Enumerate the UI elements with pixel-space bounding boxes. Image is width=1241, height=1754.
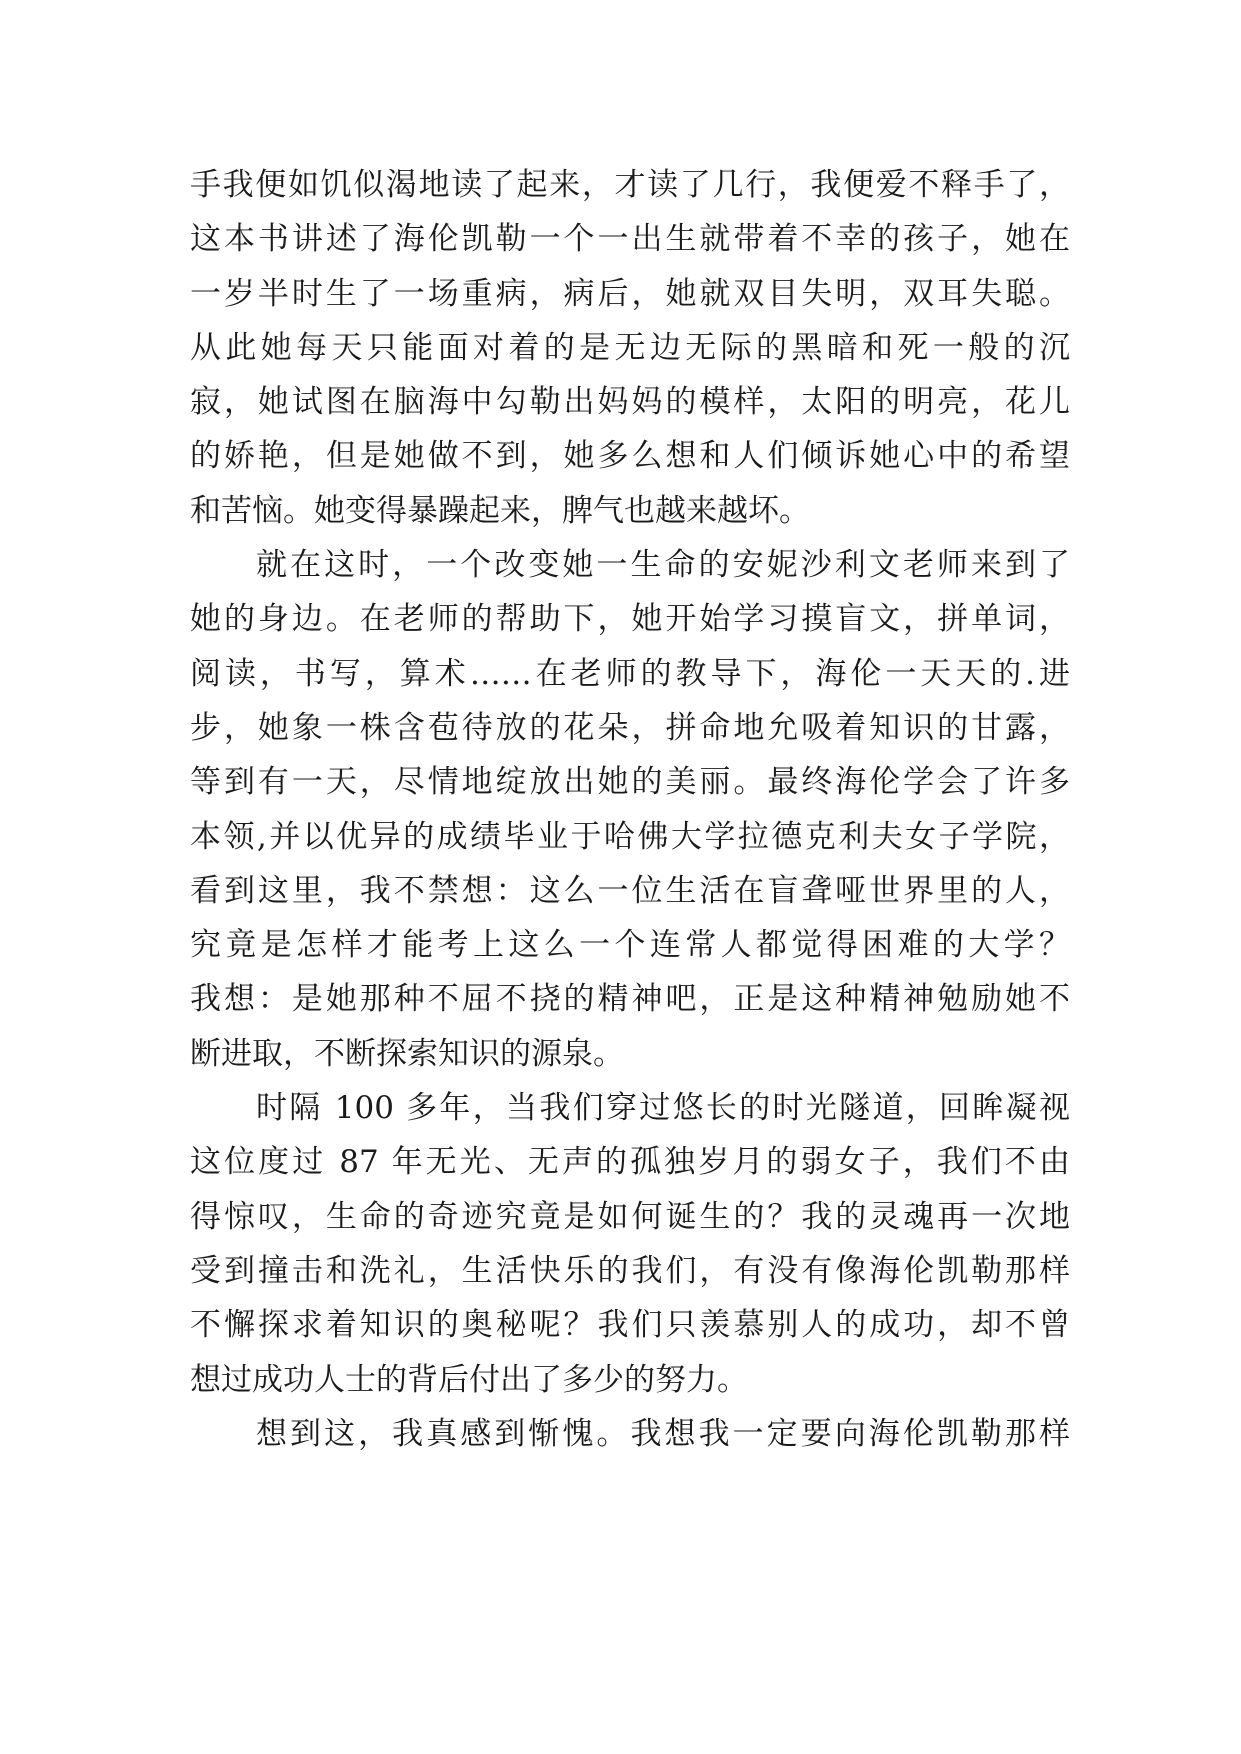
text-line: 步，她象一株含苞待放的花朵，拼命地允吸着知识的甘露，	[190, 709, 1070, 746]
text-line: 不懈探求着知识的奥秘呢？我们只羡慕别人的成功，却不曾	[190, 1307, 1070, 1344]
text-line: 和苦恼。她变得暴躁起来，脾气也越来越坏。	[190, 492, 810, 529]
text-line: 就在这时，一个改变她一生命的安妮沙利文老师来到了	[256, 547, 1070, 584]
document-body	[190, 158, 1070, 1461]
paragraph	[190, 1407, 1070, 1461]
text-line: 这本书讲述了海伦凯勒一个一出生就带着不幸的孩子，她在	[190, 221, 1070, 258]
text-line: 断进取，不断探索知识的源泉。	[190, 1035, 624, 1072]
paragraph	[190, 1081, 1070, 1407]
text-line: 一岁半时生了一场重病，病后，她就双目失明，双耳失聪。	[190, 275, 1070, 312]
text-line: 手我便如饥似渴地读了起来，才读了几行，我便爱不释手了，	[190, 167, 1070, 203]
text-line: 阅读，书写，算术……在老师的教导下，海伦一天天的.进	[190, 655, 1070, 692]
paragraph	[190, 158, 1070, 538]
paragraph	[190, 538, 1070, 1081]
text-line: 想到这，我真感到惭愧。我想我一定要向海伦凯勒那样	[256, 1415, 1070, 1452]
text-line: 的娇艳，但是她做不到，她多么想和人们倾诉她心中的希望	[190, 438, 1070, 475]
text-line: 想过成功人士的背后付出了多少的努力。	[190, 1361, 748, 1398]
text-line: 本领,并以优异的成绩毕业于哈佛大学拉德克利夫女子学院，	[190, 818, 1070, 855]
text-line: 得惊叹，生命的奇迹究竟是如何诞生的？我的灵魂再一次地	[190, 1198, 1070, 1235]
text-line: 从此她每天只能面对着的是无边无际的黑暗和死一般的沉	[190, 329, 1070, 366]
text-line: 寂，她试图在脑海中勾勒出妈妈的模样，太阳的明亮，花儿	[190, 384, 1070, 421]
text-line: 她的身边。在老师的帮助下，她开始学习摸盲文，拼单词，	[190, 601, 1070, 638]
text-line: 究竟是怎样才能考上这么一个连常人都觉得困难的大学？	[190, 927, 1070, 964]
text-line: 我想：是她那种不屈不挠的精神吧，正是这种精神勉励她不	[190, 981, 1070, 1018]
text-line: 看到这里，我不禁想：这么一位生活在盲聋哑世界里的人，	[190, 872, 1070, 909]
text-line: 这位度过 87 年无光、无声的孤独岁月的弱女子，我们不由	[190, 1144, 1070, 1181]
text-line: 时隔 100 多年，当我们穿过悠长的时光隧道，回眸凝视	[256, 1090, 1070, 1127]
text-line: 等到有一天，尽情地绽放出她的美丽。最终海伦学会了许多	[190, 764, 1070, 801]
text-line: 受到撞击和洗礼，生活快乐的我们，有没有像海伦凯勒那样	[190, 1252, 1070, 1289]
